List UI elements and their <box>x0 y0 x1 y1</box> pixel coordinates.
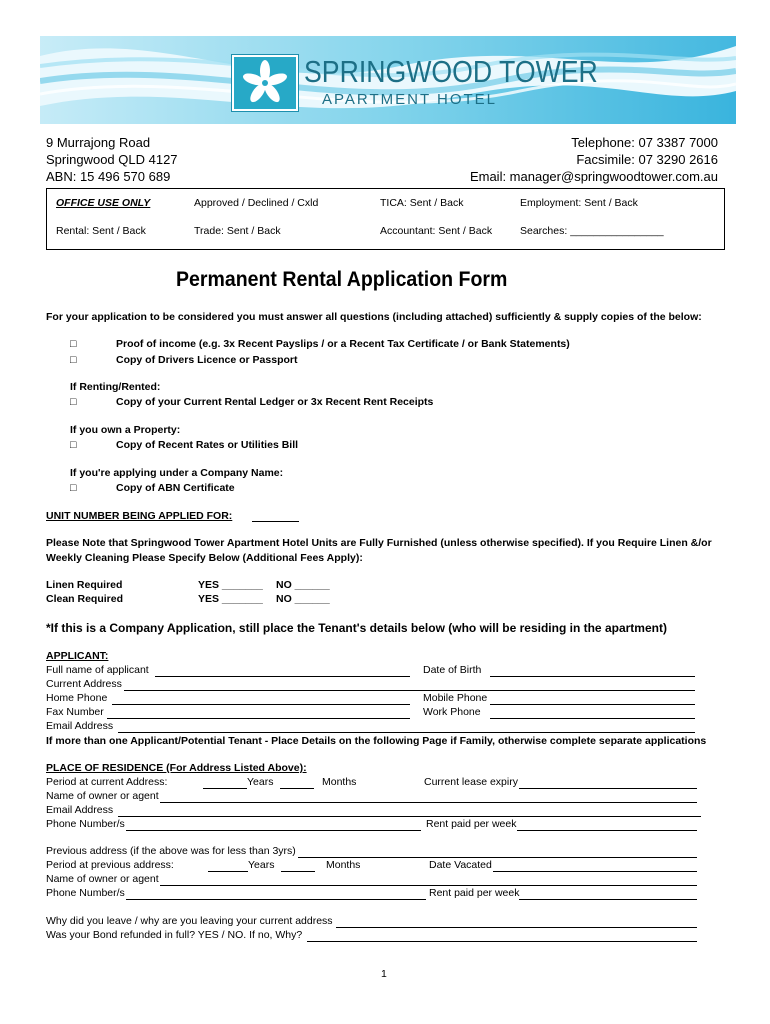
previous-rent-field[interactable] <box>519 899 697 900</box>
address-block <box>46 134 178 185</box>
flower-logo-icon <box>234 57 296 109</box>
owner-agent-label: Name of owner or agent <box>46 873 159 885</box>
email-label: Email Address <box>46 720 114 732</box>
requirement-income: Proof of income (e.g. 3x Recent Payslips / or a Recent Tax Certificate / or Bank Statements) <box>116 338 570 350</box>
full-name-field[interactable] <box>155 676 410 677</box>
logo <box>232 55 298 111</box>
office-use-label: OFFICE USE ONLY <box>56 197 151 209</box>
home-phone-label: Home Phone <box>46 692 108 704</box>
work-phone-field[interactable] <box>490 718 695 719</box>
contact-block <box>470 134 718 185</box>
brand-subtitle: APARTMENT HOTEL <box>322 91 498 108</box>
lease-expiry-label: Current lease expiry <box>424 776 518 788</box>
email-contact: Email: manager@springwoodtower.com.au <box>469 169 718 184</box>
clean-yes[interactable]: YES _______ <box>198 593 263 605</box>
more-applicants-note: If more than one Applicant/Potential Tenant - Place Details on the following Page if Family, otherwise complete separate applications <box>46 735 707 747</box>
why-leave-label: Why did you leave / why are you leaving your current address <box>46 915 333 927</box>
fax-number-label: Fax Number <box>46 706 104 718</box>
rental-status: Rental: Sent / Back <box>56 225 146 237</box>
owner-agent-field[interactable] <box>160 802 697 803</box>
telephone: Telephone: 07 3387 7000 <box>571 135 718 150</box>
furnished-note: Please Note that Springwood Tower Apartment Hotel Units are Fully Furnished (unless otherwise specified). If you Require Linen &/or <box>46 537 712 549</box>
brand-name: SPRINGWOOD TOWER <box>304 54 598 89</box>
unit-number-label: UNIT NUMBER BEING APPLIED FOR: <box>46 510 233 522</box>
searches-field[interactable]: Searches: ________________ <box>520 225 664 237</box>
company-application-note: *If this is a Company Application, still place the Tenant's details below (who will be residing in the apartment) <box>46 621 667 635</box>
period-previous-label: Period at previous address: <box>46 859 174 871</box>
lease-expiry-field[interactable] <box>519 788 697 789</box>
applicant-heading: APPLICANT: <box>46 650 109 662</box>
years-label: Years <box>248 859 275 871</box>
months-label: Months <box>326 859 361 871</box>
requirement-rental-ledger: Copy of your Current Rental Ledger or 3x Recent Rent Receipts <box>116 396 434 408</box>
current-address-field[interactable] <box>124 690 695 691</box>
years-current-field[interactable] <box>203 788 247 789</box>
checkbox[interactable]: □ <box>70 338 77 350</box>
why-leave-field[interactable] <box>336 927 697 928</box>
page-number: 1 <box>381 968 387 980</box>
previous-phone-field[interactable] <box>126 899 426 900</box>
clean-label: Clean Required <box>46 593 124 605</box>
date-vacated-label: Date Vacated <box>429 859 492 871</box>
current-address-label: Current Address <box>46 678 122 690</box>
checkbox[interactable]: □ <box>70 354 77 366</box>
years-label: Years <box>247 776 274 788</box>
company-heading: If you're applying under a Company Name: <box>70 467 284 479</box>
previous-address-field[interactable] <box>298 857 697 858</box>
trade-status: Trade: Sent / Back <box>194 225 281 237</box>
rent-paid-field[interactable] <box>517 830 697 831</box>
linen-label: Linen Required <box>46 579 123 591</box>
mobile-phone-label: Mobile Phone <box>423 692 488 704</box>
full-name-label: Full name of applicant <box>46 664 149 676</box>
dob-field[interactable] <box>490 676 695 677</box>
months-current-field[interactable] <box>280 788 314 789</box>
residence-heading: PLACE OF RESIDENCE (For Address Listed Above): <box>46 762 307 774</box>
bond-refund-field[interactable] <box>307 941 697 942</box>
address-line: Springwood QLD 4127 <box>46 152 178 167</box>
linen-yes[interactable]: YES _______ <box>198 579 263 591</box>
date-vacated-field[interactable] <box>493 871 697 872</box>
checkbox[interactable]: □ <box>70 482 77 494</box>
office-use-box <box>46 188 725 250</box>
approval-status: Approved / Declined / Cxld <box>194 197 319 209</box>
years-previous-field[interactable] <box>208 871 248 872</box>
months-previous-field[interactable] <box>281 871 315 872</box>
checkbox[interactable]: □ <box>70 439 77 451</box>
residence-email-label: Email Address <box>46 804 114 816</box>
dob-label: Date of Birth <box>423 664 482 676</box>
period-current-label: Period at current Address: <box>46 776 168 788</box>
mobile-phone-field[interactable] <box>490 704 695 705</box>
previous-address-label: Previous address (if the above was for less than 3yrs) <box>46 845 296 857</box>
accountant-status: Accountant: Sent / Back <box>380 225 493 237</box>
form-title: Permanent Rental Application Form <box>176 268 508 291</box>
requirement-rates-bill: Copy of Recent Rates or Utilities Bill <box>116 439 299 451</box>
unit-number-field[interactable] <box>252 521 299 522</box>
owner-agent-label: Name of owner or agent <box>46 790 159 802</box>
requirement-licence: Copy of Drivers Licence or Passport <box>116 354 298 366</box>
checkbox[interactable]: □ <box>70 396 77 408</box>
abn-line: ABN: 15 496 570 689 <box>46 169 171 184</box>
tica-status: TICA: Sent / Back <box>380 197 464 209</box>
phone-numbers-field[interactable] <box>126 830 421 831</box>
rent-paid-label: Rent paid per week <box>429 887 520 899</box>
intro-text: For your application to be considered you must answer all questions (including attached) sufficiently & supply copies of the below: <box>46 311 702 323</box>
address-line: 9 Murrajong Road <box>46 135 151 150</box>
furnished-note: Weekly Cleaning Please Specify Below (Additional Fees Apply): <box>46 552 363 564</box>
linen-no[interactable]: NO ______ <box>276 579 330 591</box>
rent-paid-label: Rent paid per week <box>426 818 517 830</box>
home-phone-field[interactable] <box>112 704 410 705</box>
clean-no[interactable]: NO ______ <box>276 593 330 605</box>
employment-status: Employment: Sent / Back <box>520 197 638 209</box>
bond-refund-label: Was your Bond refunded in full? YES / NO. If no, Why? <box>46 929 303 941</box>
phone-numbers-label: Phone Number/s <box>46 887 125 899</box>
work-phone-label: Work Phone <box>423 706 481 718</box>
phone-numbers-label: Phone Number/s <box>46 818 125 830</box>
fax-number-field[interactable] <box>107 718 410 719</box>
requirement-abn: Copy of ABN Certificate <box>116 482 235 494</box>
facsimile: Facsimile: 07 3290 2616 <box>576 152 718 167</box>
email-field[interactable] <box>118 732 695 733</box>
previous-owner-agent-field[interactable] <box>160 885 697 886</box>
renting-heading: If Renting/Rented: <box>70 381 161 393</box>
months-label: Months <box>322 776 357 788</box>
residence-email-field[interactable] <box>118 816 701 817</box>
property-heading: If you own a Property: <box>70 424 181 436</box>
